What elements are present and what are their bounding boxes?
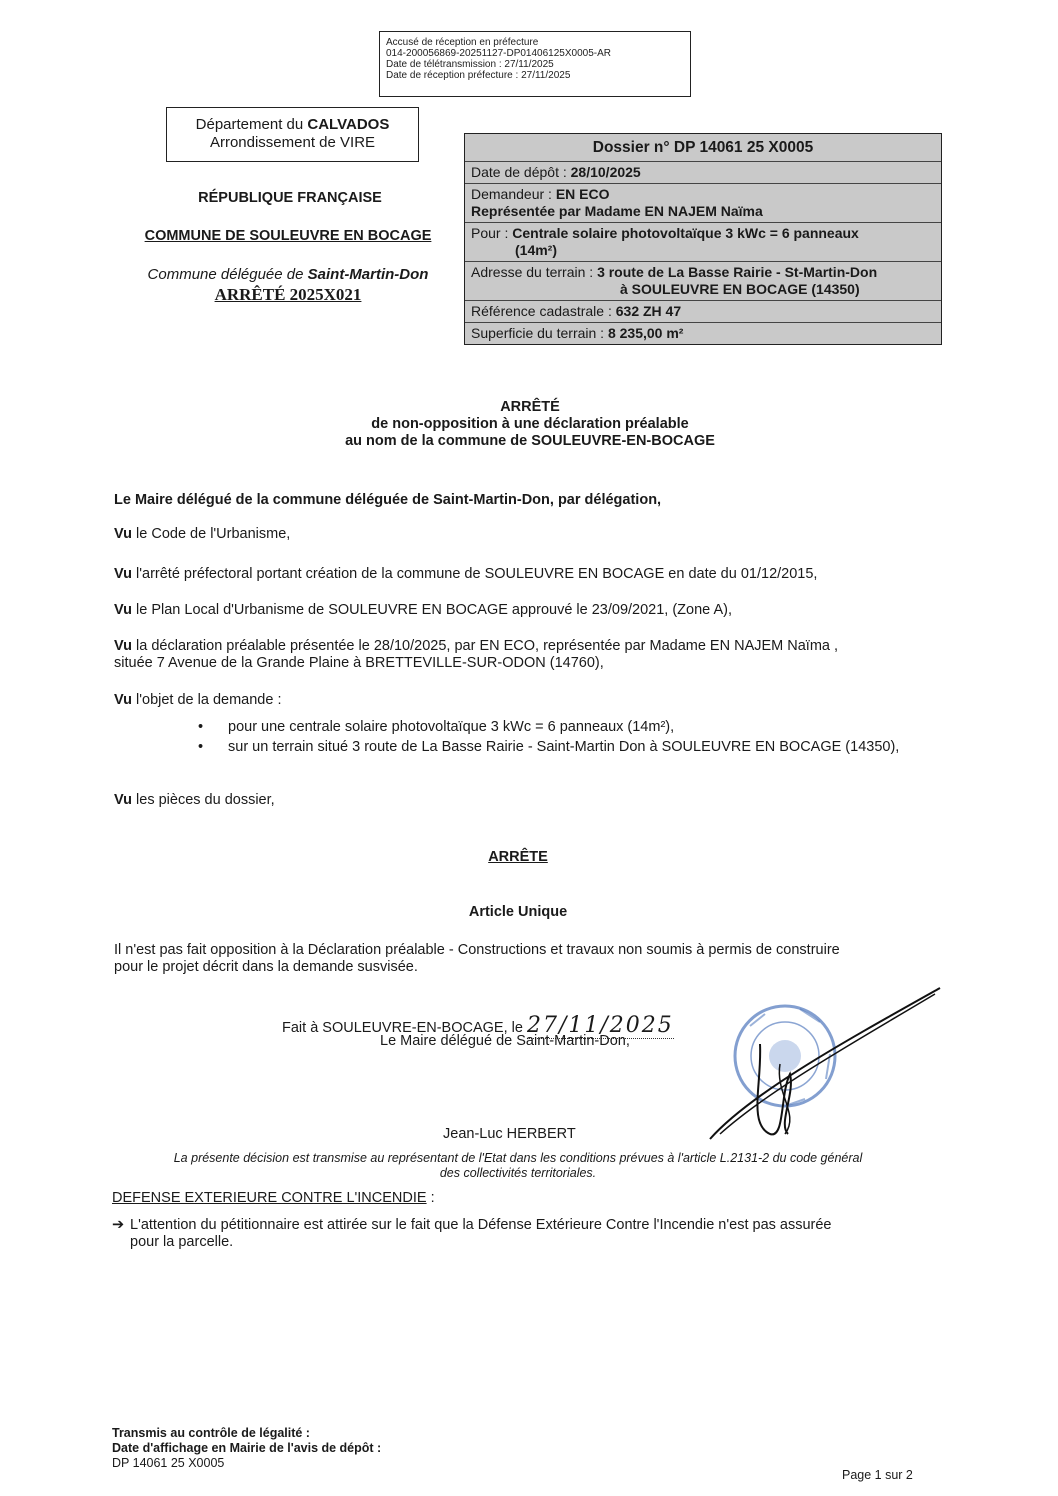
- fait-label: Fait à SOULEUVRE-EN-BOCAGE, le: [282, 1020, 527, 1036]
- defense-line: L'attention du pétitionnaire est attirée sur le fait que la Défense Extérieure Contre l'Incendie n'est pas assurée: [130, 1217, 832, 1233]
- vu-paragraph: [114, 638, 944, 672]
- dossier-cadastre-row: [465, 300, 941, 322]
- list-item-text: pour une centrale solaire photovoltaïque 3 kWc = 6 panneaux (14m²),: [228, 719, 675, 735]
- defense-title-suffix: :: [426, 1190, 435, 1206]
- vu-text: l'objet de la demande :: [132, 692, 282, 708]
- vu-text: le Code de l'Urbanisme,: [132, 526, 291, 542]
- defense-line: pour la parcelle.: [130, 1234, 234, 1250]
- depot-value: 28/10/2025: [570, 164, 641, 180]
- vu-text: le Plan Local d'Urbanisme de SOULEUVRE EN BOCAGE approuvé le 23/09/2021, (Zone A),: [132, 602, 732, 618]
- page-number: Page 1 sur 2: [842, 1468, 913, 1482]
- demandeur-label: Demandeur :: [471, 186, 556, 202]
- vu-paragraph: [114, 692, 944, 709]
- adresse-value-continued: à SOULEUVRE EN BOCAGE (14350): [620, 281, 860, 297]
- vu-text: l'arrêté préfectoral portant création de la commune de SOULEUVRE EN BOCAGE en date du 01/12/2015,: [132, 566, 818, 582]
- defense-title: DEFENSE EXTERIEURE CONTRE L'INCENDIE: [112, 1190, 427, 1206]
- vu-keyword: Vu: [114, 602, 132, 618]
- bullet-icon: •: [198, 719, 204, 735]
- department-prefix: Département du: [195, 116, 308, 133]
- adresse-value: 3 route de La Basse Rairie - St-Martin-Don: [597, 264, 878, 280]
- vu-text: les pièces du dossier,: [132, 792, 275, 808]
- prefecture-receipt-box: [379, 31, 691, 97]
- article-heading: Article Unique: [468, 904, 568, 920]
- vu-paragraph: [114, 566, 944, 583]
- article-line: pour le projet décrit dans la demande susvisée.: [114, 959, 418, 975]
- vu-paragraph: [114, 526, 944, 543]
- dossier-title: Dossier n° DP 14061 25 X0005: [592, 139, 814, 156]
- pour-value: Centrale solaire photovoltaïque 3 kWc = 6 panneaux: [512, 225, 859, 241]
- arrondissement-prefix: Arrondissement de: [209, 134, 341, 151]
- dossier-pour-row: [465, 222, 941, 261]
- list-item-text: sur un terrain situé 3 route de La Basse Rairie - Saint-Martin Don à SOULEUVRE EN BOCAGE (14350),: [228, 739, 900, 755]
- defense-text: [130, 1217, 930, 1251]
- delegated-prefix: Commune déléguée de: [147, 266, 308, 283]
- mention-line: des collectivités territoriales.: [439, 1166, 597, 1180]
- receipt-reception-date: Date de réception préfecture : 27/11/2025: [386, 70, 571, 81]
- vu-text: la déclaration préalable présentée le 28/10/2025, par EN ECO, représentée par Madame EN NAJEM Naïma ,: [132, 638, 839, 654]
- depot-label: Date de dépôt :: [471, 164, 571, 180]
- department-box: [166, 107, 419, 162]
- representant-value: Représentée par Madame EN NAJEM Naïma: [471, 203, 763, 219]
- title-line: au nom de la commune de SOULEUVRE-EN-BOCAGE: [345, 433, 715, 449]
- vu-paragraph: [114, 602, 944, 619]
- arrete-heading: ARRÊTE: [488, 849, 548, 865]
- dossier-adresse-row: [465, 261, 941, 300]
- arrete-number: ARRÊTÉ 2025X021: [214, 285, 362, 304]
- article-text: [114, 942, 944, 976]
- footer-display-date: Date d'affichage en Mairie de l'avis de dépôt :: [112, 1441, 382, 1455]
- intro-text: Le Maire délégué de la commune déléguée de Saint-Martin-Don, par délégation,: [114, 492, 662, 508]
- title-line: ARRÊTÉ: [500, 399, 560, 415]
- arrow-right-icon: ➔: [112, 1217, 125, 1233]
- dossier-depot-row: [465, 161, 941, 183]
- superficie-value: 8 235,00 m²: [607, 325, 684, 341]
- footer-dossier-ref: DP 14061 25 X0005: [112, 1456, 225, 1470]
- list-item: [198, 719, 958, 737]
- department-line: [167, 116, 418, 134]
- bullet-icon: •: [198, 739, 204, 755]
- vu-paragraph: [114, 792, 944, 809]
- cadastre-label: Référence cadastrale :: [471, 303, 616, 319]
- footer-block: [112, 1426, 381, 1471]
- vu-text-continued: située 7 Avenue de la Grande Plaine à BRETTEVILLE-SUR-ODON (14760),: [114, 655, 604, 671]
- delegated-name: Saint-Martin-Don: [307, 266, 429, 283]
- signatory-name: Jean-Luc HERBERT: [443, 1126, 576, 1142]
- receipt-id: 014-200056869-20251127-DP01406125X0005-AR: [386, 48, 611, 59]
- vu-keyword: Vu: [114, 566, 132, 582]
- pour-label: Pour :: [471, 225, 513, 241]
- signature-icon: [710, 988, 940, 1139]
- receipt-transmission-date: Date de télétransmission : 27/11/2025: [386, 59, 554, 70]
- commune-heading: COMMUNE DE SOULEUVRE EN BOCAGE: [144, 228, 432, 244]
- defense-heading: [112, 1190, 435, 1206]
- pour-value-continued: (14m²): [515, 242, 558, 258]
- republic-heading: RÉPUBLIQUE FRANÇAISE: [198, 190, 382, 206]
- superficie-label: Superficie du terrain :: [471, 325, 608, 341]
- list-item: [198, 739, 958, 775]
- receipt-line: Accusé de réception en préfecture: [386, 37, 539, 48]
- vu-keyword: Vu: [114, 792, 132, 808]
- vu-keyword: Vu: [114, 638, 132, 654]
- stamp-and-signature: [690, 984, 950, 1144]
- adresse-label: Adresse du terrain :: [471, 264, 598, 280]
- intro-paragraph: [114, 492, 944, 509]
- delegated-commune: [118, 266, 458, 283]
- dossier-demandeur-row: [465, 183, 941, 222]
- maire-title: Le Maire délégué de Saint-Martin-Don,: [380, 1033, 630, 1049]
- vu-keyword: Vu: [114, 692, 132, 708]
- mention-line: La présente décision est transmise au représentant de l'Etat dans les conditions prévues à l'article L.2131-2 du code général: [173, 1151, 863, 1165]
- footer-legality: Transmis au contrôle de légalité :: [112, 1426, 310, 1440]
- article-line: Il n'est pas fait opposition à la Déclaration préalable - Constructions et travaux non soumis à permis de construire: [114, 942, 840, 958]
- arrondissement-line: [167, 134, 418, 152]
- department-name: CALVADOS: [307, 116, 390, 133]
- title-line: de non-opposition à une déclaration préalable: [371, 416, 689, 432]
- demandeur-value: EN ECO: [555, 186, 610, 202]
- dossier-superficie-row: [465, 322, 941, 344]
- vu-keyword: Vu: [114, 526, 132, 542]
- defense-notice: [112, 1217, 932, 1253]
- dossier-table: [464, 133, 942, 345]
- cadastre-value: 632 ZH 47: [615, 303, 682, 319]
- document-title: [200, 399, 860, 450]
- legal-mention: [118, 1151, 918, 1181]
- handwritten-date: 27/11/2025: [526, 1013, 674, 1038]
- arrondissement-name: VIRE: [340, 134, 376, 151]
